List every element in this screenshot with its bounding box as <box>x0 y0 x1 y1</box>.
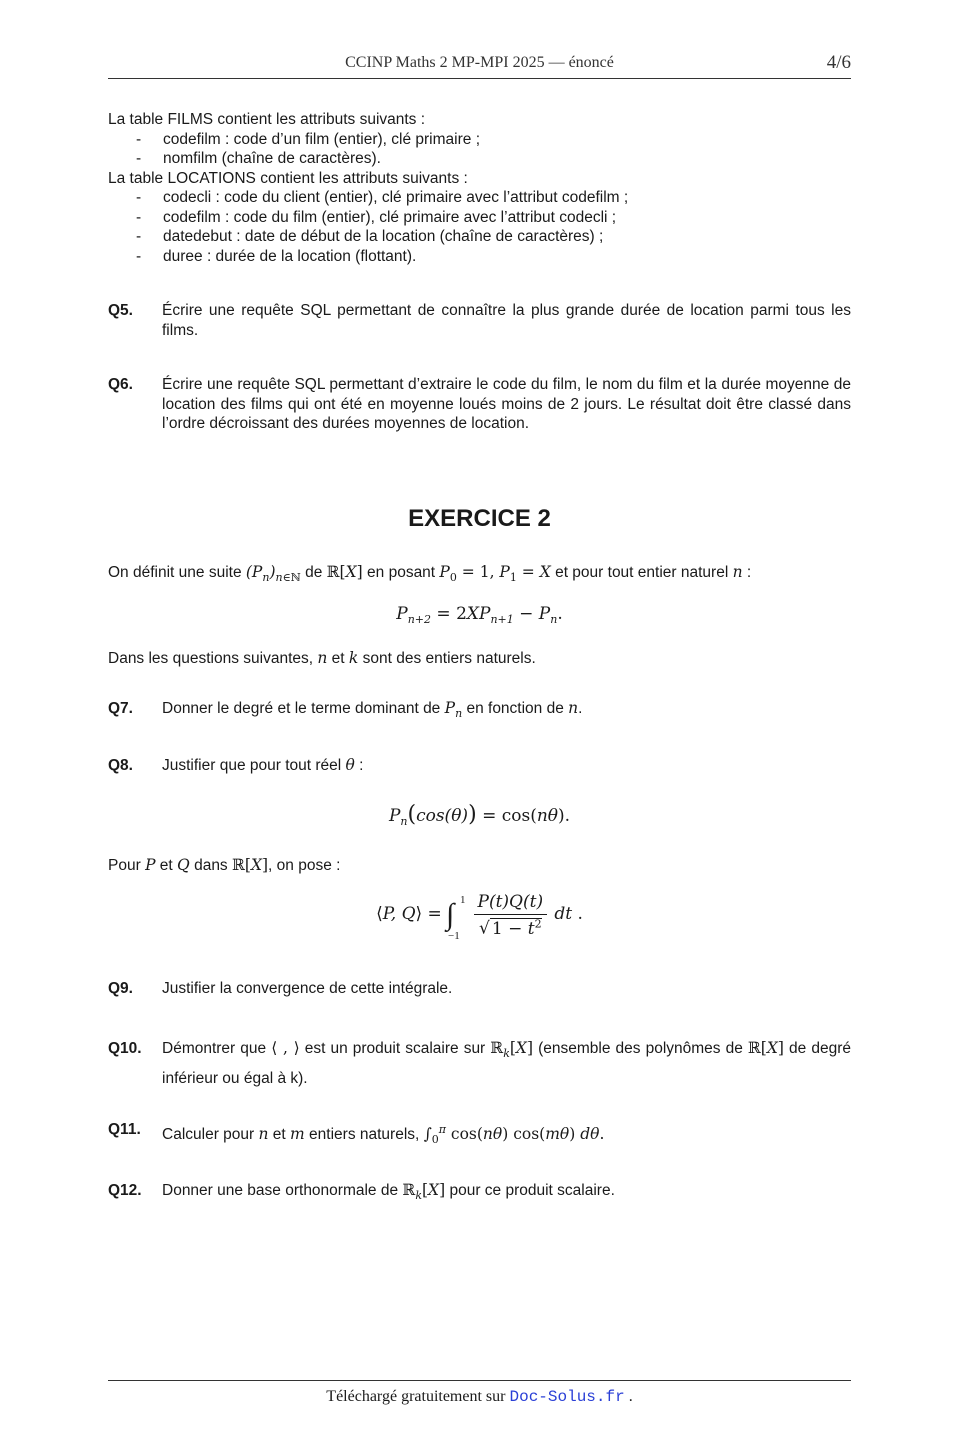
list-item: - codefilm : code d’un film (entier), clé primaire ; <box>136 130 481 148</box>
question-6 <box>108 375 851 434</box>
inner-product-definition: ⟨P, Q⟩ = ∫ 1 −1 $\frac{P(t)Q(t)}{√ 1 - t^2}$ dt . <box>376 892 583 943</box>
question-label: Q12. <box>108 1182 142 1199</box>
question-text: Écrire une requête SQL permettant d’extraire le code du film, le nom du film et la durée moyenne de location des films qui ont été en moyenne loués moins de 2 jours. Le résultat doit être classé dans l’ordre décroissant des durées moyennes de location. <box>162 376 851 432</box>
page-header <box>108 54 851 79</box>
list-item: - codefilm : code du film (entier), clé primaire avec l’attribut codecli ; <box>136 208 617 226</box>
tables-description <box>108 110 851 266</box>
cosine-identity: $P_n(\cos(\theta)) = \cos(n\theta)$. <box>388 802 571 828</box>
question-label: Q11. <box>108 1121 141 1138</box>
question-label: Q6. <box>108 376 133 393</box>
page-number: 4/6 <box>826 52 851 73</box>
list-item: - duree : durée de la location (flottant). <box>136 247 417 265</box>
page-footer: Téléchargé gratuitement sur Doc-Solus.fr . <box>326 1388 633 1406</box>
question-5 <box>108 301 851 340</box>
list-item: - codecli : code du client (entier), clé primaire avec l’attribut codefilm ; <box>136 189 629 206</box>
doc-solus-link[interactable]: Doc-Solus.fr <box>509 1388 625 1406</box>
list-item: - datedebut : date de début de la location (chaîne de caractères) ; <box>136 228 604 245</box>
question-text: Calculer pour n et m entiers naturels, $\int_0^\pi$ cos(nθ) cos(mθ) dθ. <box>162 1123 605 1147</box>
question-label: Q5. <box>108 302 133 319</box>
question-text: Justifier que pour tout réel θ : <box>162 756 364 774</box>
exercise-title: EXERCICE 2 <box>408 505 551 532</box>
inner-product-intro: Pour P et Q dans ℝ[X], on pose : <box>108 856 341 874</box>
list-item: - nomfilm (chaîne de caractères). <box>136 150 381 167</box>
question-7 <box>108 699 851 724</box>
footer-text: Téléchargé gratuitement sur <box>326 1388 510 1405</box>
question-text: Donner une base orthonormale de ℝ$_k$[X] pour ce produit scalaire. <box>162 1181 615 1202</box>
question-text: Donner le degré et le terme dominant de $P_n$ en fonction de n. <box>162 699 583 720</box>
question-label: Q8. <box>108 757 133 774</box>
footer-divider <box>108 1380 851 1381</box>
question-12 <box>108 1181 851 1206</box>
question-9 <box>108 979 851 999</box>
question-10 <box>108 1036 851 1091</box>
document-title: CCINP Maths 2 MP-MPI 2025 — énoncé <box>345 54 614 71</box>
question-text: Démontrer que ⟨ , ⟩ est un produit scalaire sur ℝ$_k$[X] (ensemble des polynômes de ℝ[X] de degré inférieur ou égal à k). <box>162 1039 851 1087</box>
question-text: Justifier la convergence de cette intégrale. <box>162 980 453 997</box>
recurrence-equation: $P_{n+2} = 2XP_{n+1} - P_n$. <box>396 604 563 626</box>
locations-intro: La table LOCATIONS contient les attributs suivants : <box>108 169 468 187</box>
question-8 <box>108 756 851 776</box>
films-intro: La table FILMS contient les attributs suivants : <box>108 111 426 128</box>
sequence-definition: On définit une suite $(P_n)_{n\in ℕ}$ de ℝ[X] en posant $P_0 = 1$, $P_1 = X$ et pour tout entier naturel n : <box>108 563 752 584</box>
question-text: Écrire une requête SQL permettant de connaître la plus grande durée de location parmi tous les films. <box>162 302 851 339</box>
question-11 <box>108 1120 851 1150</box>
question-label: Q10. <box>108 1040 142 1057</box>
integers-note: Dans les questions suivantes, n et k sont des entiers naturels. <box>108 649 536 667</box>
question-label: Q9. <box>108 980 133 997</box>
question-label: Q7. <box>108 700 133 717</box>
